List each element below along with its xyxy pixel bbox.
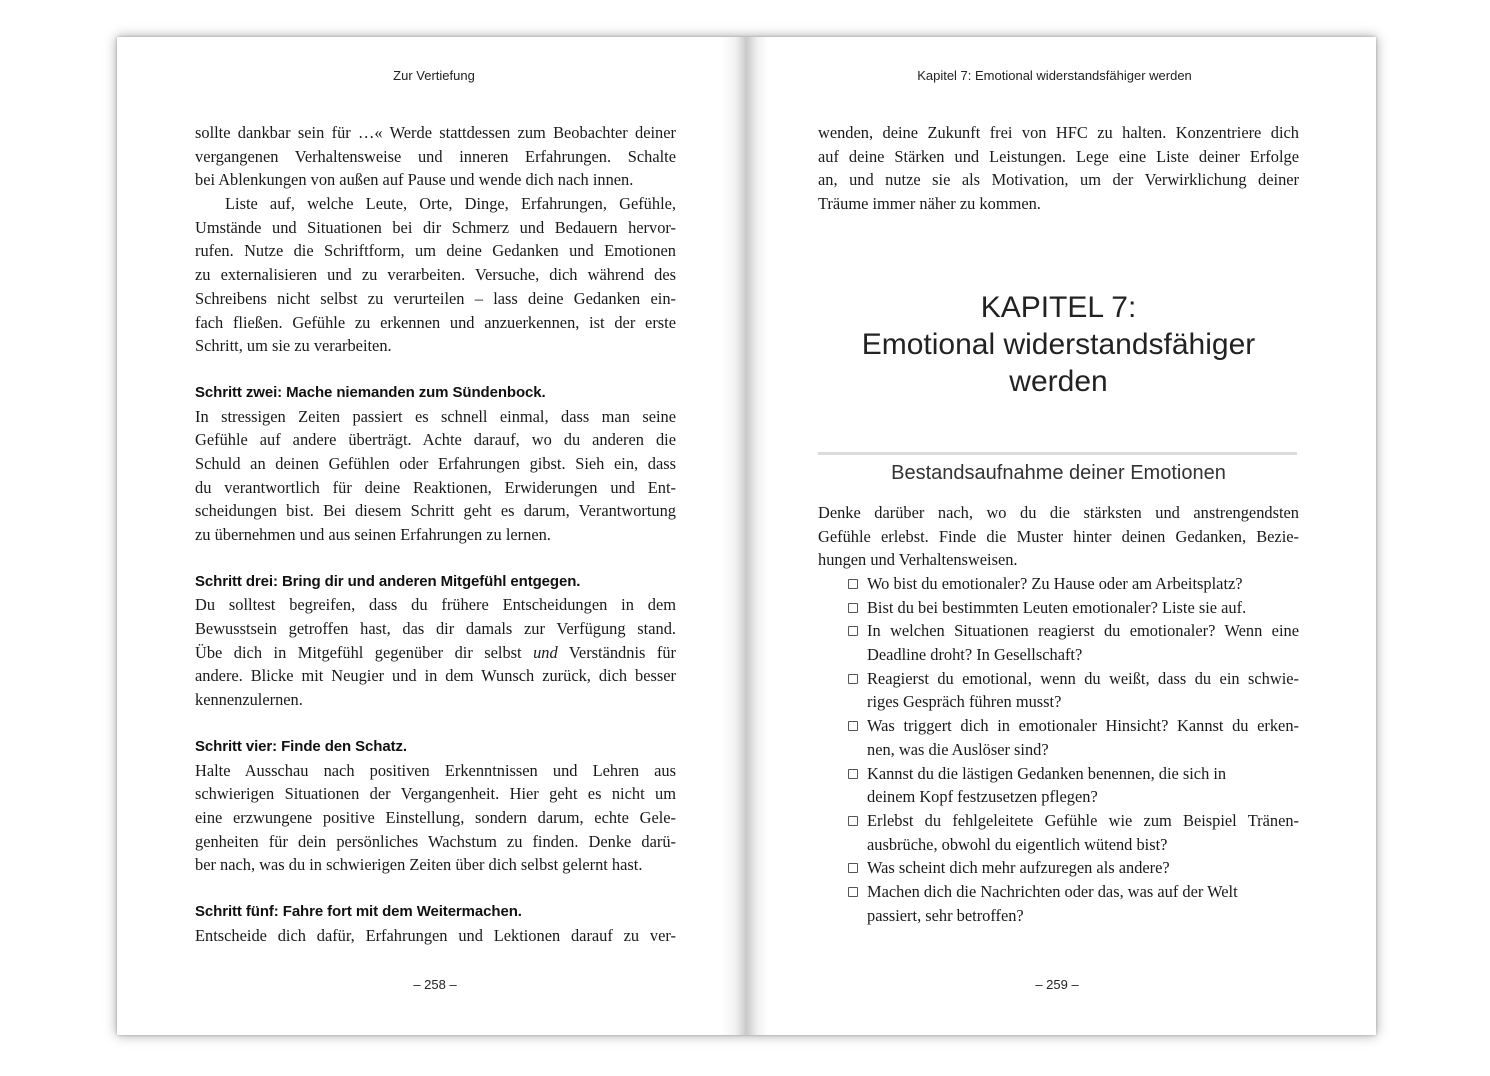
text-line: Erlebst du fehlgeleitete Gefühle wie zum Beispiel Tränen- — [867, 810, 1299, 830]
text-line: passiert, sehr betroffen? — [867, 905, 1024, 925]
chapter-title-line: werden — [1009, 365, 1108, 398]
checklist-item — [847, 596, 1299, 620]
text-line: zu externalisieren und zu verarbeiten. Versuche, dich während des — [195, 265, 676, 285]
text-line: Deadline droht? In Gesellschaft? — [867, 645, 1083, 665]
text-line: eine erzwungene positive Einstellung, sondern darum, echte Gele- — [195, 807, 676, 827]
checkbox-icon — [848, 863, 858, 873]
text-line: Bist du bei bestimmten Leuten emotionaler? Liste sie auf. — [867, 597, 1247, 617]
text-line: riges Gespräch führen musst? — [867, 692, 1062, 712]
text-line: zu übernehmen und aus seinen Erfahrungen zu lernen. — [195, 525, 551, 544]
running-head-right: Kapitel 7: Emotional widerstandsfähiger werden — [917, 68, 1192, 83]
page-number-right: – 259 – — [1035, 977, 1079, 992]
chapter-title — [818, 289, 1299, 400]
running-head-left: Zur Vertiefung — [393, 68, 475, 83]
section-heading: Schritt fünf: Fahre fort mit dem Weitermachen. — [195, 902, 522, 920]
text-line: nen, was die Auslöser sind? — [867, 739, 1049, 759]
text-line: kennenzulernen. — [195, 690, 303, 710]
text-line: Umstände und Situationen bei dir Schmerz und Bedauern hervor- — [195, 217, 676, 237]
text-line: Bewusstsein getroffen hast, das dir damals zur Verfügung stand. — [195, 619, 676, 639]
text-run: Übe dich in Mitgefühl gegenüber dir selbst — [195, 642, 534, 662]
section-heading: Schritt drei: Bring dir und anderen Mitgefühl entgegen. — [195, 572, 581, 590]
text-line: Denke darüber nach, wo du die stärksten und anstrengendsten — [818, 503, 1299, 522]
section-subheading: Bestandsaufnahme deiner Emotionen — [891, 462, 1226, 484]
checkbox-icon — [848, 674, 858, 684]
text-line: schwierigen Situationen der Vergangenheit. Hier geht es nicht um — [195, 784, 676, 804]
checkbox-icon — [848, 579, 858, 589]
text-line: Was triggert dich in emotionaler Hinsicht? Kannst du erken- — [867, 716, 1299, 736]
text-line: bei Ablenkungen von außen auf Pause und wende dich nach innen. — [195, 170, 634, 190]
checklist-item — [847, 572, 1299, 596]
text-line: In welchen Situationen reagierst du emotionaler? Wenn eine — [867, 621, 1299, 641]
section-divider — [818, 452, 1297, 455]
checklist-item — [847, 762, 1299, 809]
checkbox-icon — [848, 769, 858, 779]
text-line: Machen dich die Nachrichten oder das, was auf der Welt — [867, 881, 1238, 901]
text-line: vergangenen Verhaltensweise und inneren Erfahrungen. Schalte — [195, 146, 676, 166]
text-line — [195, 641, 676, 665]
text-line: Entscheide dich dafür, Erfahrungen und Lektionen darauf zu ver- — [195, 925, 676, 945]
text-line: Schuld an deinen Gefühlen oder Erfahrungen gibst. Sieh ein, dass — [195, 453, 676, 473]
book-spread — [117, 37, 1376, 1035]
text-line: ausbrüche, obwohl du eigentlich wütend bist? — [867, 834, 1168, 854]
text-line: Schritt, um sie zu verarbeiten. — [195, 336, 392, 356]
text-line: du verantwortlich für deine Reaktionen, Erwiderungen und Ent- — [195, 477, 676, 497]
text-run: Verständnis für — [557, 642, 676, 662]
text-line: Reagierst du emotional, wenn du weißt, dass du ein schwie- — [867, 668, 1299, 688]
checklist-item — [847, 667, 1299, 714]
text-line: Halte Ausschau nach positiven Erkenntnissen und Lehren aus — [195, 760, 676, 780]
text-line: Was scheint dich mehr aufzuregen als andere? — [867, 858, 1170, 878]
checklist-item — [847, 619, 1299, 666]
right-page — [747, 37, 1376, 1035]
text-line: fach fließen. Gefühle zu erkennen und anzuerkennen, ist der erste — [195, 312, 676, 332]
text-line: an, und nutze sie als Motivation, um der Verwirklichung deiner — [818, 170, 1299, 190]
text-line: hungen und Verhaltensweisen. — [818, 550, 1018, 570]
text-line: Kannst du die lästigen Gedanken benennen, die sich in — [867, 763, 1227, 783]
intro-paragraph — [818, 501, 1299, 572]
text-line: rufen. Nutze die Schriftform, um deine Gedanken und Emotionen — [195, 241, 676, 261]
checklist — [847, 572, 1299, 927]
text-line: ber nach, was du in schwierigen Zeiten über dich selbst gelernt hast. — [195, 855, 643, 875]
text-line: auf deine Stärken und Leistungen. Lege eine Liste deiner Erfolge — [818, 146, 1299, 166]
section-heading: Schritt zwei: Mache niemanden zum Sündenbock. — [195, 383, 546, 401]
gutter-shadow-right — [747, 37, 769, 1035]
checkbox-icon — [848, 887, 858, 897]
text-line: In stressigen Zeiten passiert es schnell einmal, dass man seine — [195, 406, 676, 426]
checklist-item — [847, 856, 1299, 880]
right-page-text — [818, 121, 1299, 216]
text-line: Liste auf, welche Leute, Orte, Dinge, Erfahrungen, Gefühle, — [225, 194, 676, 214]
text-line: Schreibens nicht selbst zu verurteilen – lass deine Gedanken ein- — [195, 288, 676, 308]
chapter-title-line: KAPITEL 7: — [980, 291, 1137, 324]
text-line: andere. Blicke mit Neugier und in dem Wunsch zurück, dich besser — [195, 666, 676, 686]
left-page — [117, 37, 747, 1035]
checklist-item — [847, 809, 1299, 856]
text-line: Wo bist du emotionaler? Zu Hause oder am Arbeitsplatz? — [867, 574, 1243, 593]
text-line: scheidungen bist. Bei diesem Schritt geht es darum, Verantwortung — [195, 501, 676, 521]
text-line: Gefühle erlebst. Finde die Muster hinter deinen Gedanken, Bezie- — [818, 526, 1299, 546]
checkbox-icon — [848, 626, 858, 636]
emphasis: und — [533, 642, 558, 662]
text-line: deinem Kopf festzusetzen pflegen? — [867, 787, 1098, 807]
page-number-left: – 258 – — [413, 977, 457, 992]
text-line: wenden, deine Zukunft frei von HFC zu halten. Konzentriere dich — [818, 123, 1299, 142]
text-line: genheiten für dein persönliches Wachstum zu finden. Denke darü- — [195, 831, 676, 851]
checkbox-icon — [848, 603, 858, 613]
checkbox-icon — [848, 721, 858, 731]
section-heading: Schritt vier: Finde den Schatz. — [195, 737, 407, 755]
checklist-item — [847, 714, 1299, 761]
chapter-title-line: Emotional widerstandsfähiger — [861, 328, 1256, 361]
left-page-text — [195, 121, 676, 947]
checklist-item — [847, 880, 1299, 927]
text-line: Gefühle auf andere überträgt. Achte darauf, wo du anderen die — [195, 430, 676, 450]
text-line: Du solltest begreifen, dass du frühere Entscheidungen in dem — [195, 595, 676, 615]
gutter-shadow-left — [721, 37, 747, 1035]
text-line: sollte dankbar sein für …« Werde stattdessen zum Beobachter deiner — [195, 123, 676, 142]
text-line: Träume immer näher zu kommen. — [818, 194, 1041, 214]
checkbox-icon — [848, 816, 858, 826]
